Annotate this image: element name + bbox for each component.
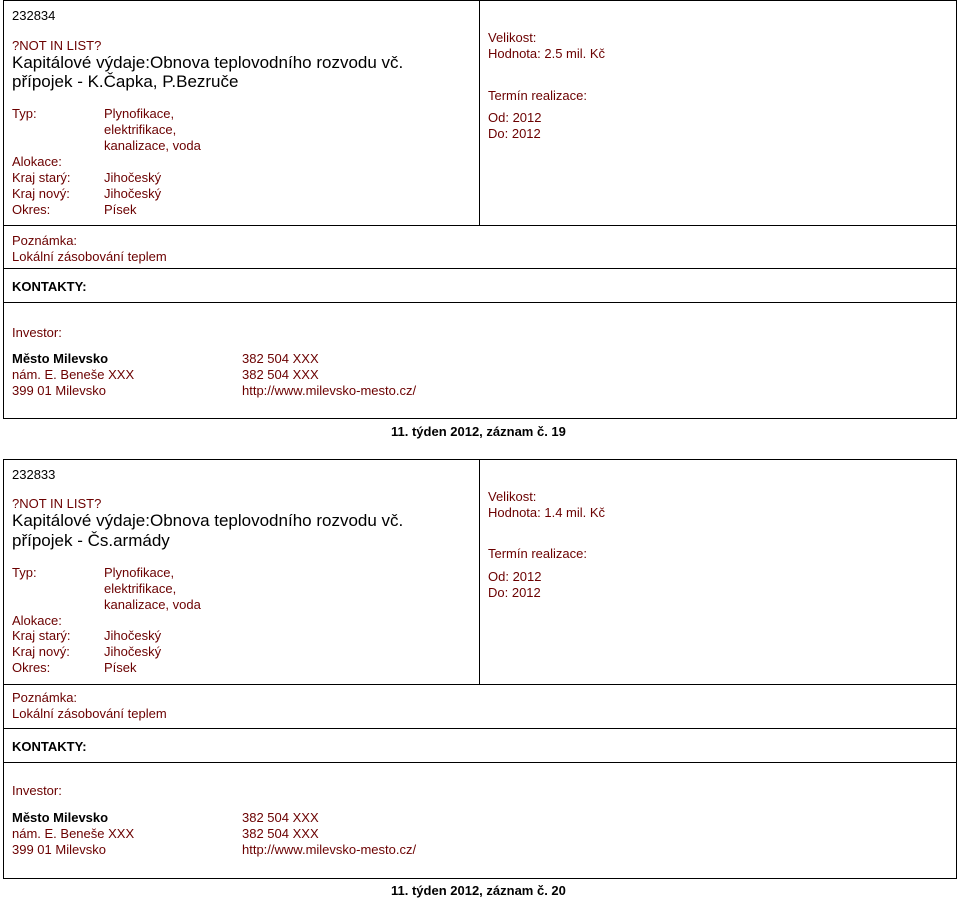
investor-street: nám. E. Beneše XXX [12,367,135,382]
kontakty-label: KONTAKTY: [12,279,87,294]
record-title-line-1: Kapitálové výdaje:Obnova teplovodního rozvodu vč. [12,53,404,72]
investor-city: 399 01 Milevsko [12,842,106,857]
od-value: Od: 2012 [488,110,542,125]
investor-name: Město Milevsko [12,351,109,366]
typ-line-3: kanalizace, voda [104,597,201,612]
record-side-box [479,459,957,685]
typ-line-2: elektrifikace, [104,122,177,137]
kraj-stary-value: Jihočeský [104,170,162,185]
label-kraj-stary: Kraj starý: [12,170,71,185]
record-title-line-2: přípojek - K.Čapka, P.Bezruče [12,72,239,91]
record-status: ?NOT IN LIST? [12,38,102,53]
investor-web-link[interactable]: http://www.milevsko-mesto.cz/ [242,383,417,398]
termin-label: Termín realizace: [488,546,587,561]
investor-phone-2: 382 504 XXX [242,826,319,841]
record-title-line-2: přípojek - Čs.armády [12,531,170,550]
record-status: ?NOT IN LIST? [12,496,102,511]
od-value: Od: 2012 [488,569,542,584]
investor-box [3,762,957,879]
record-id: 232833 [12,467,56,482]
label-okres: Okres: [12,660,51,675]
record-id: 232834 [12,8,56,23]
kraj-novy-value: Jihočeský [104,186,162,201]
okres-value: Písek [104,202,137,217]
poznamka-label: Poznámka: [12,690,78,705]
record-side-box [479,0,957,226]
okres-value: Písek [104,660,137,675]
do-value: Do: 2012 [488,585,541,600]
record-footer: 11. týden 2012, záznam č. 20 [391,883,566,898]
kraj-stary-value: Jihočeský [104,628,162,643]
investor-phone-1: 382 504 XXX [242,351,319,366]
kraj-novy-value: Jihočeský [104,644,162,659]
kontakty-box [3,728,957,763]
typ-line-1: Plynofikace, [104,565,175,580]
do-value: Do: 2012 [488,126,541,141]
label-alokace: Alokace: [12,613,62,628]
velikost-label: Velikost: [488,30,537,45]
typ-line-1: Plynofikace, [104,106,175,121]
label-typ: Typ: [12,106,37,121]
record-main-box [3,459,480,685]
kontakty-box [3,268,957,303]
investor-street: nám. E. Beneše XXX [12,826,135,841]
velikost-label: Velikost: [488,489,537,504]
investor-phone-2: 382 504 XXX [242,367,319,382]
investor-box [3,302,957,419]
kontakty-label: KONTAKTY: [12,739,87,754]
investor-label: Investor: [12,783,62,798]
poznamka-value: Lokální zásobování teplem [12,249,167,264]
typ-line-2: elektrifikace, [104,581,177,596]
label-kraj-stary: Kraj starý: [12,628,71,643]
hodnota-value: Hodnota: 1.4 mil. Kč [488,505,606,520]
label-kraj-novy: Kraj nový: [12,644,70,659]
investor-label: Investor: [12,325,62,340]
termin-label: Termín realizace: [488,88,587,103]
investor-name: Město Milevsko [12,810,109,825]
typ-line-3: kanalizace, voda [104,138,201,153]
investor-phone-1: 382 504 XXX [242,810,319,825]
investor-city: 399 01 Milevsko [12,383,106,398]
label-okres: Okres: [12,202,51,217]
poznamka-label: Poznámka: [12,233,78,248]
label-alokace: Alokace: [12,154,62,169]
investor-web-link[interactable]: http://www.milevsko-mesto.cz/ [242,842,417,857]
record-main-box [3,0,480,226]
label-typ: Typ: [12,565,37,580]
poznamka-value: Lokální zásobování teplem [12,706,167,721]
label-kraj-novy: Kraj nový: [12,186,70,201]
record-title-line-1: Kapitálové výdaje:Obnova teplovodního rozvodu vč. [12,511,404,530]
hodnota-value: Hodnota: 2.5 mil. Kč [488,46,606,61]
record-footer: 11. týden 2012, záznam č. 19 [391,424,566,439]
